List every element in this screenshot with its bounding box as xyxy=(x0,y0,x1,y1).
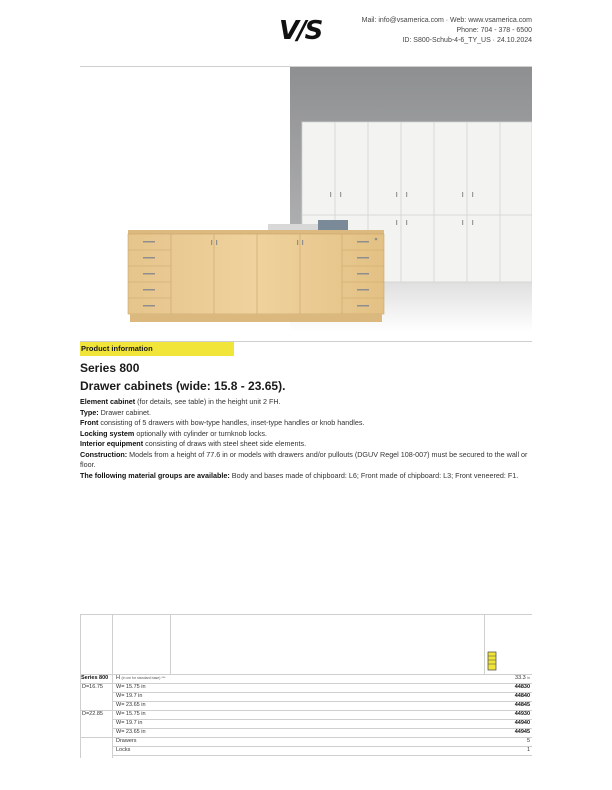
depth-cell: D=22.85 xyxy=(82,711,103,717)
product-description xyxy=(80,397,532,481)
locks-value: 1 xyxy=(526,747,530,753)
article-number: 44945 xyxy=(514,729,530,735)
article-number: 44830 xyxy=(514,684,530,690)
desc-line: Type: Drawer cabinet. xyxy=(80,407,151,417)
document-id: ID: S800-Schub-4-6_TY_US · 24.10.2024 xyxy=(402,37,532,44)
locks-label: Locks xyxy=(116,747,131,753)
section-label: Product information xyxy=(80,342,234,356)
article-number: 44930 xyxy=(514,711,530,717)
article-number: 44940 xyxy=(514,720,530,726)
drawers-label: Drawers xyxy=(116,738,137,744)
product-subtitle: Drawer cabinets (wide: 15.8 - 23.65). xyxy=(80,379,286,393)
product-table xyxy=(80,614,532,758)
height-label: H (in cm for standard base) *** xyxy=(116,675,166,681)
desc-line: Element cabinet (for details, see table) in the height unit 2 FH. xyxy=(80,397,281,406)
contact-phone: Phone: 704 - 378 - 6500 xyxy=(456,27,532,34)
width-cell: W= 15.75 in xyxy=(116,684,146,690)
width-cell: W= 19.7 in xyxy=(116,693,143,699)
product-image xyxy=(80,67,532,332)
desc-line: The following material groups are available: Body and bases made of chipboard: L6; Front made of chipboard: L3; Front veneered: F1. xyxy=(80,470,519,480)
contact-info xyxy=(362,16,532,46)
width-cell: W= 23.65 in xyxy=(116,729,146,735)
series-title: Series 800 xyxy=(80,361,140,375)
article-number: 44840 xyxy=(514,693,530,699)
drawers-value: 5 xyxy=(526,738,530,744)
height-value: 33.3 in xyxy=(515,675,530,681)
desc-line: Locking system optionally with cylinder or turnknob locks. xyxy=(80,428,267,438)
desc-line: Interior equipment consisting of draws with steel sheet side elements. xyxy=(80,439,307,448)
width-cell: W= 15.75 in xyxy=(116,711,146,717)
cabinet-illustration xyxy=(80,67,532,332)
brand-logo: V/S xyxy=(279,16,322,46)
width-cell: W= 23.65 in xyxy=(116,702,146,708)
article-number: 44845 xyxy=(514,702,530,708)
depth-cell: D=16.75 xyxy=(82,684,103,690)
width-cell: W= 19.7 in xyxy=(116,720,143,726)
contact-mail[interactable]: Mail: info@vsamerica.com · Web: www.vsamerica.com xyxy=(361,17,532,24)
series-cell: Series 800 xyxy=(81,675,109,681)
drawer-cabinet-icon xyxy=(487,651,497,671)
desc-line: Construction: Models from a height of 77.6 in or models with drawers and/or pullouts (DGUV Regel 108-007) must be secured to the wall or floor. xyxy=(80,449,528,469)
desc-line: Front consisting of 5 drawers with bow-type handles, inset-type handles or knob handles. xyxy=(80,418,365,427)
